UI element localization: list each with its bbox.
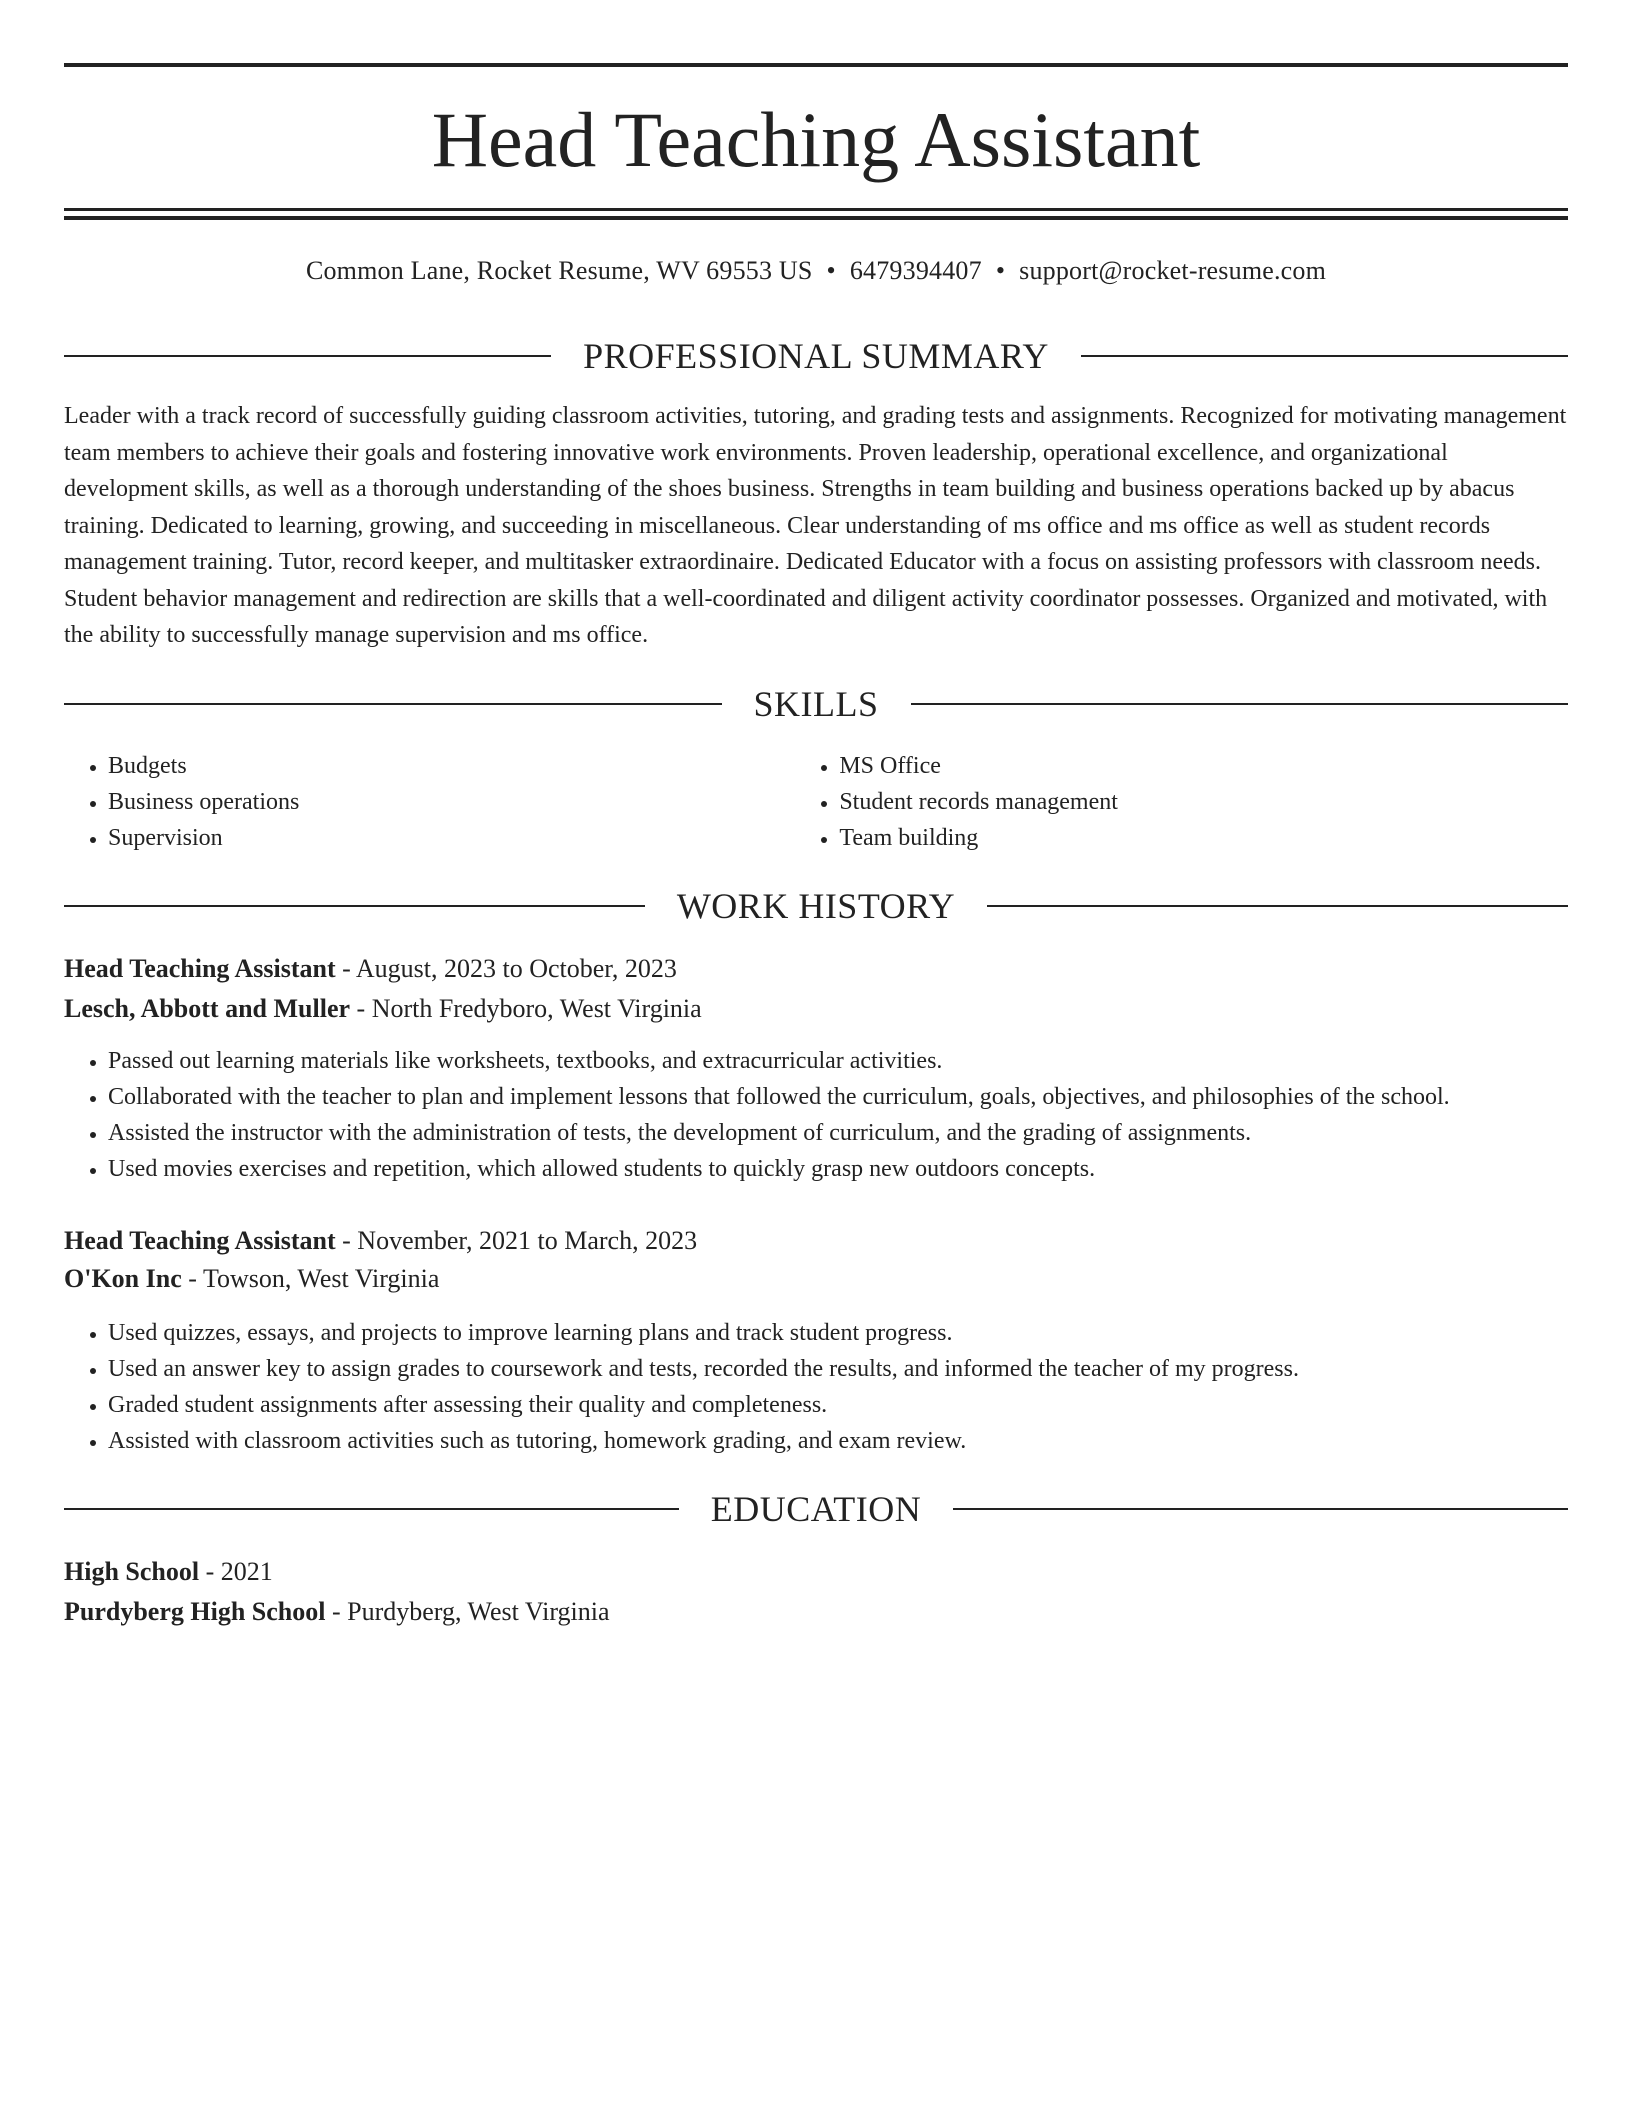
header-bottom-rule-thick [64,216,1568,220]
skill-item: • MS Office [839,748,1568,784]
section-header-summary [64,334,1568,378]
section-header-education [64,1487,1568,1531]
job-company: Lesch, Abbott and Muller [64,994,351,1023]
section-title-work: WORK HISTORY [676,886,956,926]
education-school: Purdyberg High School [64,1597,326,1626]
section-rule-right [911,703,1569,705]
job-company: O'Kon Inc [64,1264,182,1293]
job-title: Head Teaching Assistant [64,954,336,983]
resume-title: Head Teaching Assistant [431,96,1201,183]
section-header-work [64,884,1568,928]
job-bullets [64,1315,1568,1459]
education-location: - Purdyberg, West Virginia [325,1597,610,1626]
section-title-skills: SKILLS [753,684,879,724]
skill-item: • Business operations [108,784,795,820]
skills-list [64,748,1568,856]
education-degree-line [64,1554,1568,1590]
skill-item: • Team building [839,820,1568,856]
section-rule-right [953,1508,1568,1510]
job-location: - North Fredyboro, West Virginia [350,994,702,1023]
section-rule-right [1081,355,1568,357]
job-title-line [64,1223,1568,1259]
skill-item: • Student records management [839,784,1568,820]
job-location: - Towson, West Virginia [181,1264,440,1293]
contact-line [64,254,1568,288]
education-degree: High School [64,1557,200,1586]
section-title-education: EDUCATION [710,1489,922,1529]
job-bullet: • Used an answer key to assign grades to coursework and tests, recorded the results, and informed the teacher of my progress. [108,1351,1568,1387]
section-title-summary: PROFESSIONAL SUMMARY [583,336,1049,376]
summary-paragraph: Leader with a track record of successfully guiding classroom activities, tutoring, and grading tests and assignments. Recognized for motivating management team members to achieve their goals and fostering innovative work environments. Proven leadership, operational excellence, and organizational development skills, as well as a thorough understanding of the shoes business. Strengths in team building and business operations backed up by abacus training. Dedicated to learning, growing, and succeeding in miscellaneous. Clear understanding of ms office and ms office as well as student records management training. Tutor, record keeper, and multitasker extraordinaire. Dedicated Educator with a focus on assisting professors with classroom needs. Student behavior management and redirection are skills that a well-coordinated and diligent activity coordinator possesses. Organized and motivated, with the ability to successfully manage supervision and ms office. [64,403,1567,648]
contact-address: Common Lane, Rocket Resume, WV 69553 US [305,256,813,285]
skills-column-right [795,748,1568,856]
job-bullet: • Used movies exercises and repetition, which allowed students to quickly grasp new outdoors concepts. [108,1151,1568,1187]
section-rule-left [64,355,551,357]
section-header-skills [64,682,1568,726]
section-rule-left [64,703,722,705]
job-bullet: • Assisted with classroom activities such as tutoring, homework grading, and exam review. [108,1423,1568,1459]
contact-email: support@rocket-resume.com [1019,256,1327,285]
job-bullet: • Passed out learning materials like worksheets, textbooks, and extracurricular activities. [108,1043,1568,1079]
section-rule-left [64,1508,679,1510]
skill-item: • Budgets [108,748,795,784]
job-dates: - August, 2023 to October, 2023 [335,954,677,983]
section-rule-left [64,905,645,907]
education-year: - 2021 [199,1557,273,1586]
job-dates: - November, 2021 to March, 2023 [335,1226,698,1255]
job-bullets [64,1043,1568,1187]
education-school-line [64,1594,1568,1630]
job-company-line [64,1261,1568,1297]
header-top-rule [64,63,1568,67]
header-bottom-rule [64,208,1568,211]
contact-phone: 6479394407 [849,256,982,285]
job-bullet: • Collaborated with the teacher to plan and implement lessons that followed the curriculum, goals, objectives, and philosophies of the school. [108,1079,1568,1115]
section-rule-right [987,905,1568,907]
job-title: Head Teaching Assistant [64,1226,336,1255]
job-company-line [64,991,1568,1027]
job-bullet: • Assisted the instructor with the administration of tests, the development of curriculum, and the grading of assignments. [108,1115,1568,1151]
contact-separator: • [995,256,1006,285]
skills-column-left [64,748,795,856]
skill-item: • Supervision [108,820,795,856]
job-title-line [64,951,1568,987]
job-bullet: • Graded student assignments after assessing their quality and completeness. [108,1387,1568,1423]
contact-separator: • [826,256,836,285]
job-bullet: • Used quizzes, essays, and projects to improve learning plans and track student progress. [108,1315,1568,1351]
